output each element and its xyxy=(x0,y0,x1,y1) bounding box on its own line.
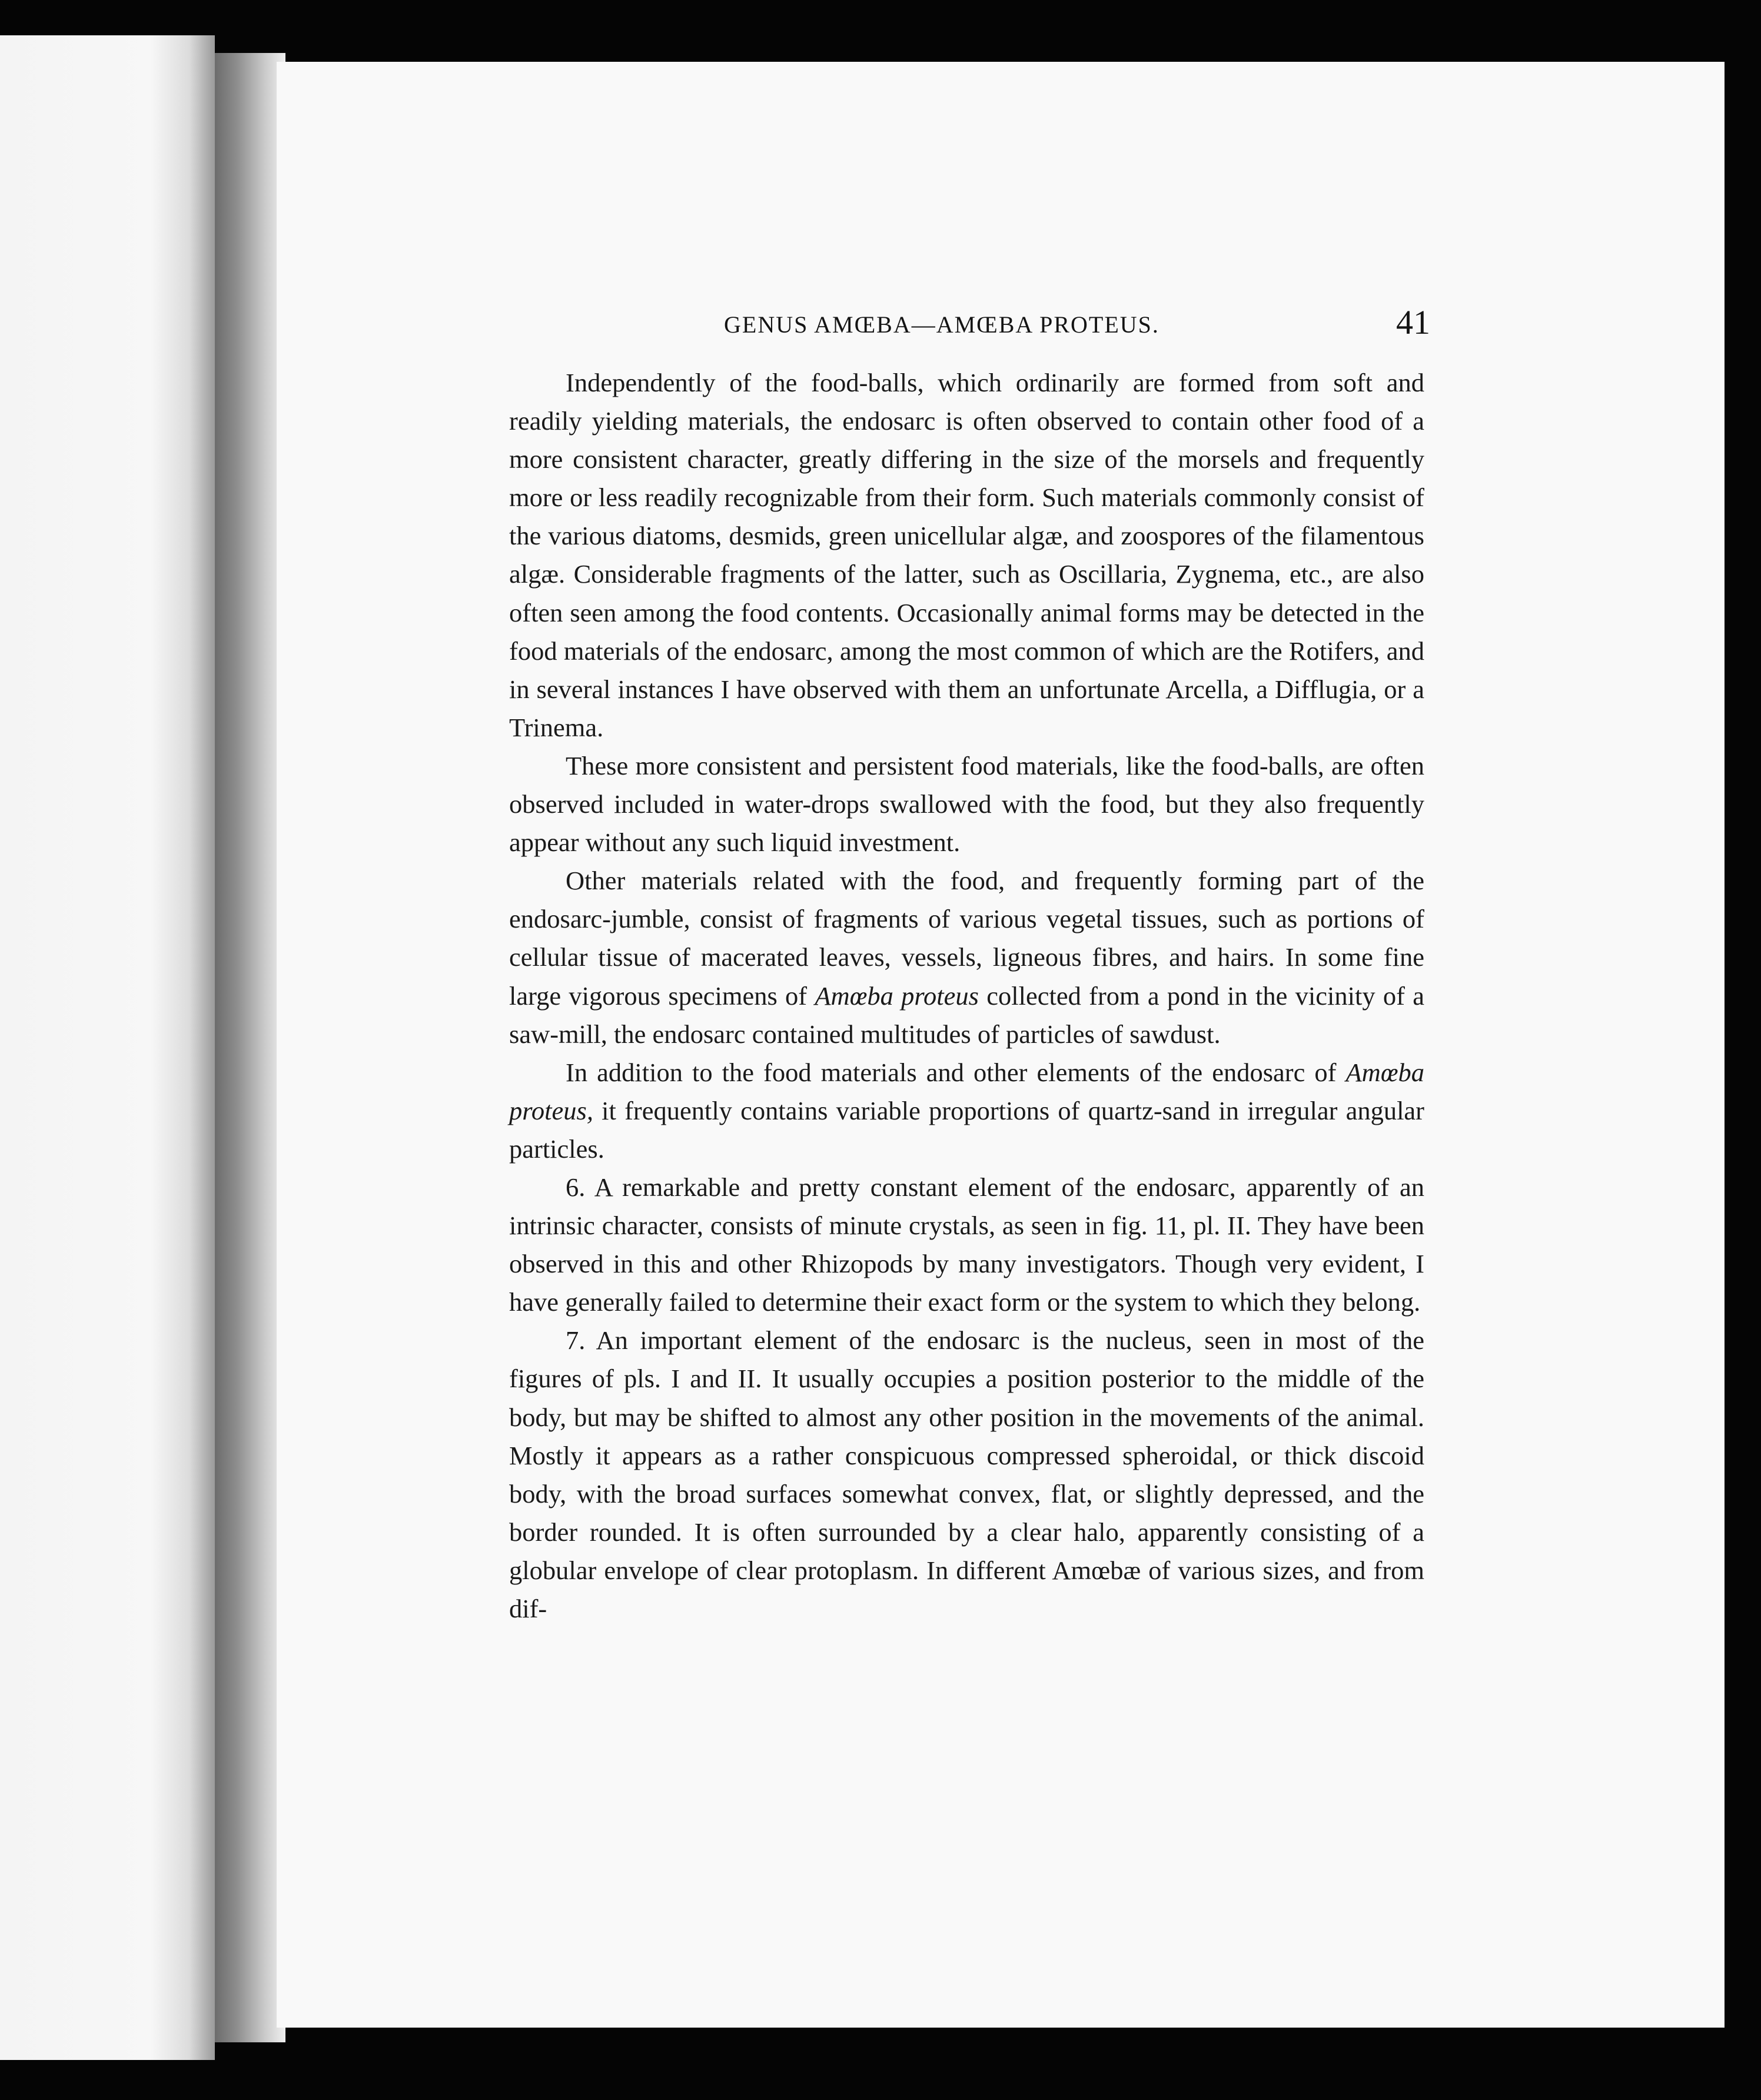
paragraph-text: Independently of the food-balls, which ordinarily are formed from soft and readily yielding materials, the endosarc is often observed to contain other food of a more consistent character, greatly differing in the size of the morsels and frequently more or less readily recognizable from their form. Such materials commonly consist of the various diatoms, desmids, green unicellular algæ, and zoospores of the filamentous algæ. Considerable fragments of the latter, such as Oscillaria, Zygnema, etc., are also often seen among the food contents. Occasionally animal forms may be detected in the food materials of the endosarc, among the most common of which are the Rotifers, and in several instances I have observed with them an unfortunate Arcella, a Difflugia, or a Trinema. xyxy=(509,368,1424,742)
paragraph xyxy=(509,1054,1424,1168)
running-title: GENUS AMŒBA—AMŒBA PROTEUS. xyxy=(724,311,1159,338)
paragraph xyxy=(509,862,1424,1053)
paragraph xyxy=(509,747,1424,862)
paragraph-text: 6. A remarkable and pretty constant element of the endosarc, apparently of an intrinsic character, consists of minute crystals, as seen in fig. 11, pl. II. They have been observed in this and other Rhizopods by many investigators. Though very evident, I have generally failed to determine their exact form or the system to which they belong. xyxy=(509,1172,1424,1317)
paragraph-text: it frequently contains variable proportions of quartz-sand in irregular angular particles. xyxy=(509,1095,1424,1164)
body-text xyxy=(509,364,1424,1628)
page-number: 41 xyxy=(1396,303,1430,341)
paragraph-text: Other materials related with the food, and frequently forming part of the endosarc-jumble, consist of fragments of various vegetal tissues, such as portions of cellular tissue of macerated leaves, vessels, ligneous fibres, and hairs. In some fine large vigorous specimens of xyxy=(509,866,1424,1011)
running-head xyxy=(724,300,1430,347)
paragraph xyxy=(509,364,1424,747)
italic-species-name: Amœba proteus, xyxy=(509,1057,1424,1125)
paragraph-text: collected from a pond in the vicinity of a saw-mill, the endosarc contained multitudes of particles of sawdust. xyxy=(509,981,1424,1049)
paragraph-text: These more consistent and persistent food materials, like the food-balls, are often observed included in water-drops swallowed with the food, but they also frequently appear without any such liquid investment. xyxy=(509,750,1424,858)
paragraph-text: In addition to the food materials and other elements of the endosarc of xyxy=(566,1057,1346,1087)
italic-species-name: Amœba proteus xyxy=(815,981,979,1011)
paragraph xyxy=(509,1168,1424,1321)
paragraph xyxy=(509,1321,1424,1628)
book-gutter xyxy=(215,53,285,2042)
facing-page xyxy=(0,35,215,2060)
paragraph-text: 7. An important element of the endosarc is the nucleus, seen in most of the figures of pls. I and II. It usually occupies a position posterior to the middle of the body, but may be shifted to almost any other position in the movements of the animal. Mostly it appears as a rather conspicuous compressed spheroidal, or thick discoid body, with the broad surfaces somewhat convex, flat, or slightly depressed, and the border rounded. It is often surrounded by a clear halo, apparently consisting of a globular envelope of clear protoplasm. In different Amœbæ of various sizes, and from dif- xyxy=(509,1325,1424,1623)
